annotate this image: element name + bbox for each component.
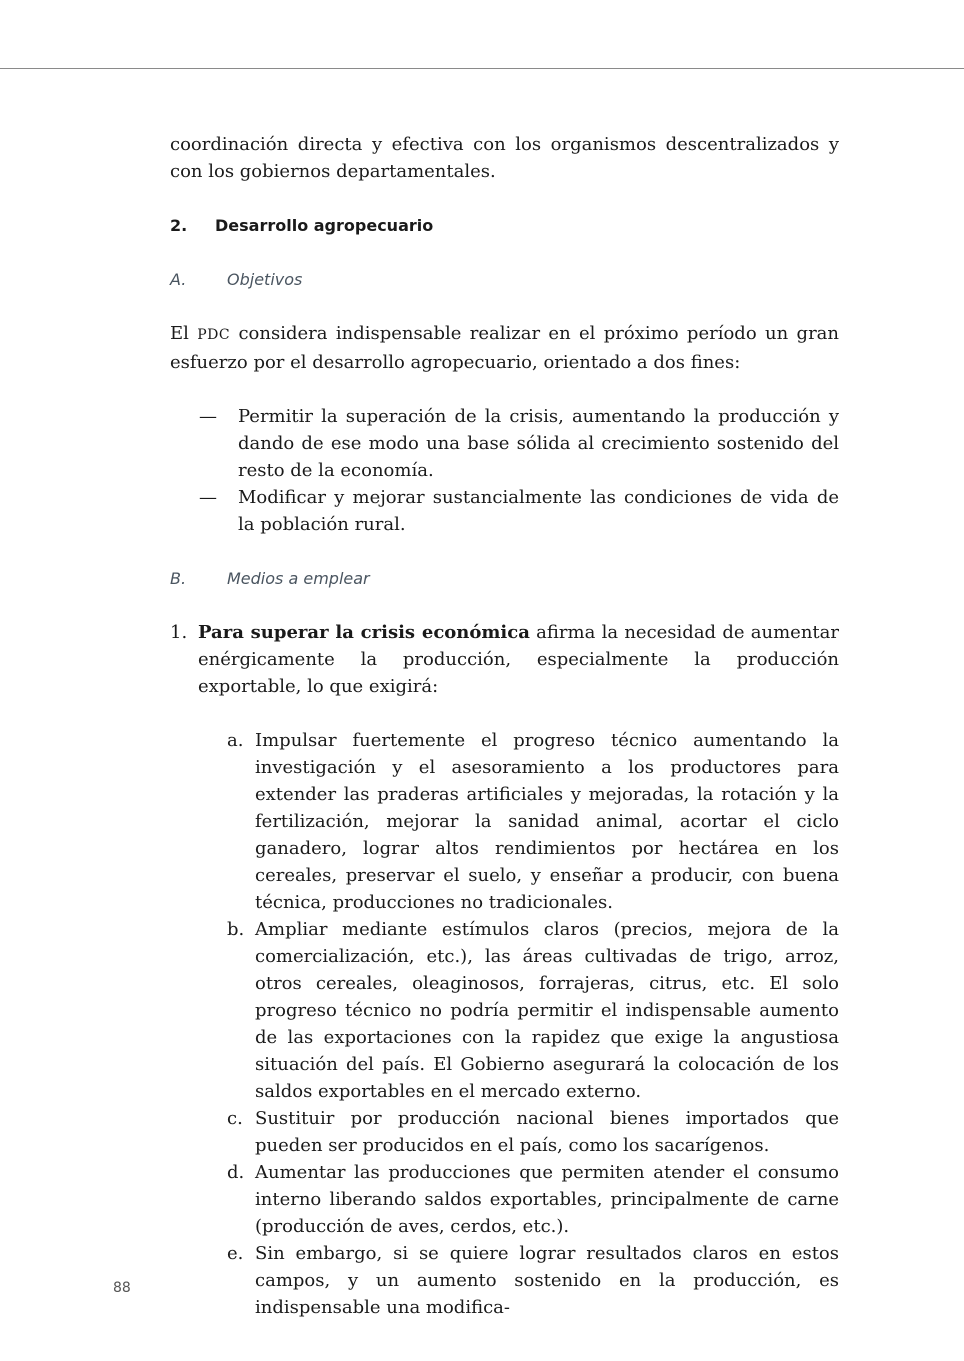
list-item-text: Permitir la superación de la crisis, aumentando la producción y dando de ese modo una base sólida al crecimiento sostenido del resto de la economía.: [238, 406, 839, 481]
list-item-text: Aumentar las producciones que permiten atender el consumo interno liberando saldos exportables, principalmente de carne (producción de aves, cerdos, etc.).: [255, 1162, 839, 1237]
list-item-text: Modificar y mejorar sustancialmente las condiciones de vida de la población rural.: [238, 487, 839, 535]
item-letter: b.: [227, 919, 245, 940]
point-number: 1.: [170, 622, 188, 643]
subheading-a: [170, 266, 839, 293]
objectives-list: [170, 403, 839, 538]
item-letter: e.: [227, 1243, 244, 1264]
list-item: [170, 484, 839, 538]
section-title: Desarrollo agropecuario: [215, 216, 434, 235]
list-item: [170, 1240, 839, 1321]
item-letter: d.: [227, 1162, 245, 1183]
page-number: 88: [113, 1280, 131, 1296]
list-item: [170, 403, 839, 484]
pdc-abbreviation: PDC: [197, 327, 231, 343]
intro-paragraph: coordinación directa y efectiva con los organismos descentralizados y con los gobiernos departamentales.: [170, 134, 839, 182]
list-item-text: Sin embargo, si se quiere lograr resultados claros en estos campos, y un aumento sostenido en la producción, es indispensable una modifica-: [255, 1243, 839, 1318]
dash-marker: —: [199, 487, 217, 508]
list-item: [170, 1105, 839, 1159]
point-text: [198, 619, 839, 700]
list-item-text: Impulsar fuertemente el progreso técnico aumentando la investigación y el asesoramiento a los productores para extender las praderas artificiales y mejoradas, la rotación y la fertilización, mejorar la sanidad animal, acortar el ciclo ganadero, lograr altos rendimientos por hectárea en los cereales, preservar el suelo, y enseñar a producir, con buena técnica, producciones no tradicionales.: [255, 730, 839, 913]
numbered-point-1: [170, 619, 839, 700]
top-rule: [0, 68, 964, 69]
objetivos-after: considera indispensable realizar en el próximo período un gran esfuerzo por el desarrollo agropecuario, orientado a dos fines:: [170, 323, 840, 373]
list-item: [170, 1159, 839, 1240]
list-item-text: Sustituir por producción nacional bienes importados que pueden ser producidos en el país, como los sacarígenos.: [255, 1108, 839, 1156]
subheading-b-letter: B.: [170, 569, 187, 588]
list-item: [170, 727, 839, 916]
subheading-b-title: Medios a emplear: [227, 569, 370, 588]
subheading-a-letter: A.: [170, 270, 187, 289]
section-heading: [170, 212, 839, 239]
item-letter: c.: [227, 1108, 243, 1129]
dash-marker: —: [199, 406, 217, 427]
subheading-a-title: Objetivos: [227, 270, 303, 289]
point-rest: afirma la necesidad de aumentar enérgicamente la producción, especialmente la producción exportable, lo que exigirá:: [198, 622, 839, 697]
point-bold-lead: Para superar la crisis económica: [198, 622, 530, 643]
section-number: 2.: [170, 216, 188, 235]
subheading-b: [170, 565, 839, 592]
measures-list: [170, 727, 839, 1321]
page-body: [170, 131, 839, 1321]
list-item-text: Ampliar mediante estímulos claros (precios, mejora de la comercialización, etc.), las áreas cultivadas de trigo, arroz, otros cereales, oleaginosos, forrajeras, citrus, etc. El solo progreso técnico no podría permitir el indispensable aumento de las exportaciones con la rapidez que exige la angustiosa situación del país. El Gobierno asegurará la colocación de los saldos exportables en el mercado externo.: [255, 919, 839, 1102]
objetivos-before: El: [170, 323, 198, 344]
objetivos-paragraph: [170, 320, 839, 376]
item-letter: a.: [227, 730, 244, 751]
list-item: [170, 916, 839, 1105]
